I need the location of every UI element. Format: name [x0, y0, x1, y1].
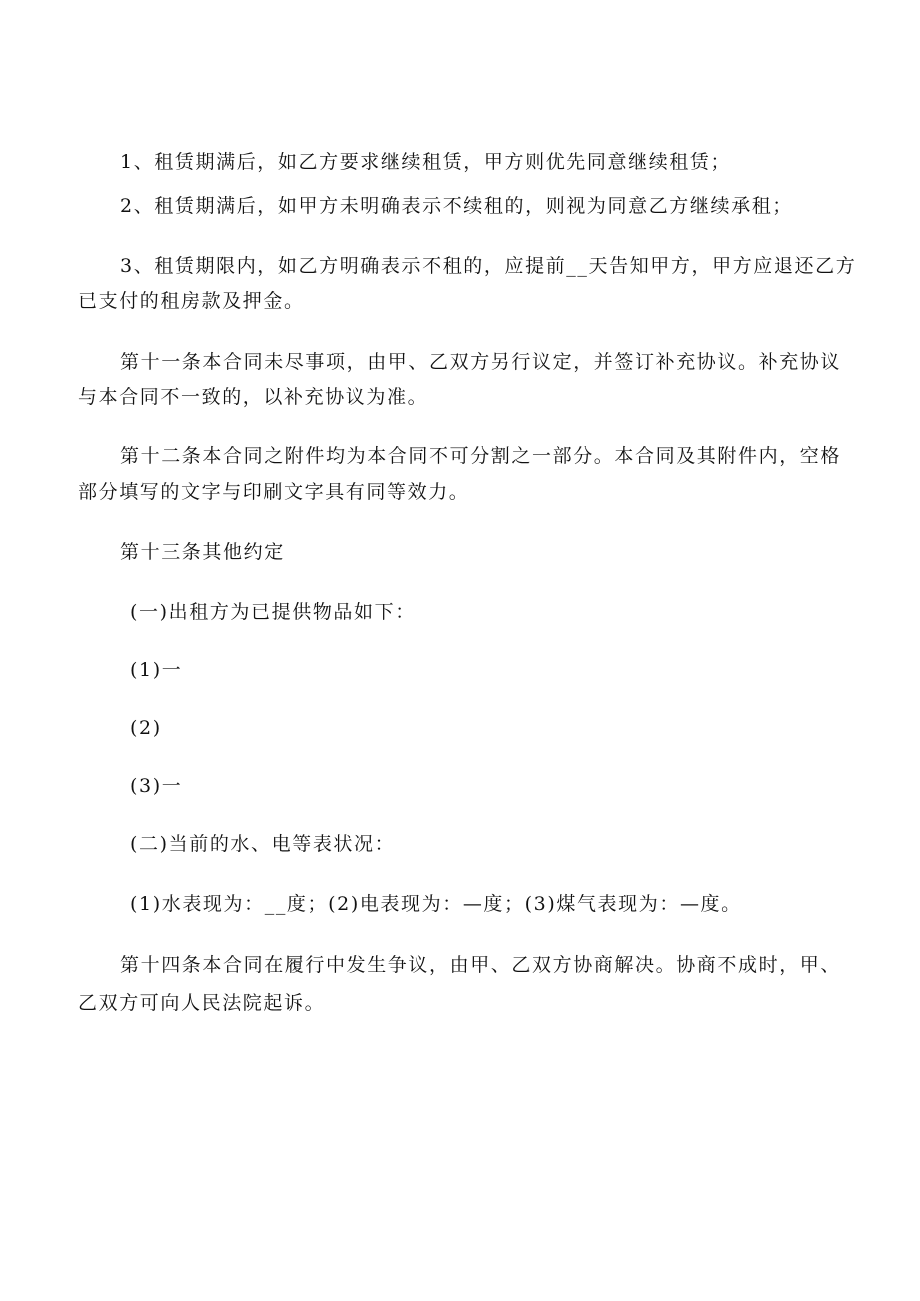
meter-status-heading: (二)当前的水、电等表状况： [130, 833, 396, 855]
lease-renewal-clause-1: 1、租赁期满后，如乙方要求继续租赁，甲方则优先同意继续租赁； [120, 151, 732, 173]
article-14-line-2: 乙双方可向人民法院起诉。 [78, 992, 326, 1014]
article-11-line-1: 第十一条本合同未尽事项，由甲、乙双方另行议定，并签订补充协议。补充协议 [120, 351, 842, 373]
article-14-line-1: 第十四条本合同在履行中发生争议，由甲、乙双方协商解决。协商不成时，甲、 [120, 954, 842, 976]
article-12-line-1: 第十二条本合同之附件均为本合同不可分割之一部分。本合同及其附件内，空格 [120, 445, 842, 467]
meter-readings: (1)水表现为：__度；(2)电表现为：—度；(3)煤气表现为：—度。 [130, 893, 742, 915]
provided-item-2: (2) [130, 717, 162, 739]
lease-termination-clause-3-line-1: 3、租赁期限内，如乙方明确表示不租的，应提前__天告知甲方，甲方应退还乙方 [120, 255, 857, 277]
provided-items-heading: (一)出租方为已提供物品如下： [130, 601, 416, 623]
provided-item-3: (3)一 [130, 775, 183, 797]
article-11-line-2: 与本合同不一致的，以补充协议为准。 [78, 386, 429, 408]
article-13-heading: 第十三条其他约定 [120, 541, 285, 563]
article-12-line-2: 部分填写的文字与印刷文字具有同等效力。 [78, 481, 470, 503]
provided-item-1: (1)一 [130, 659, 183, 681]
lease-termination-clause-3-line-2: 已支付的租房款及押金。 [78, 290, 305, 312]
lease-renewal-clause-2: 2、租赁期满后，如甲方未明确表示不续租的，则视为同意乙方继续承租； [120, 195, 793, 217]
